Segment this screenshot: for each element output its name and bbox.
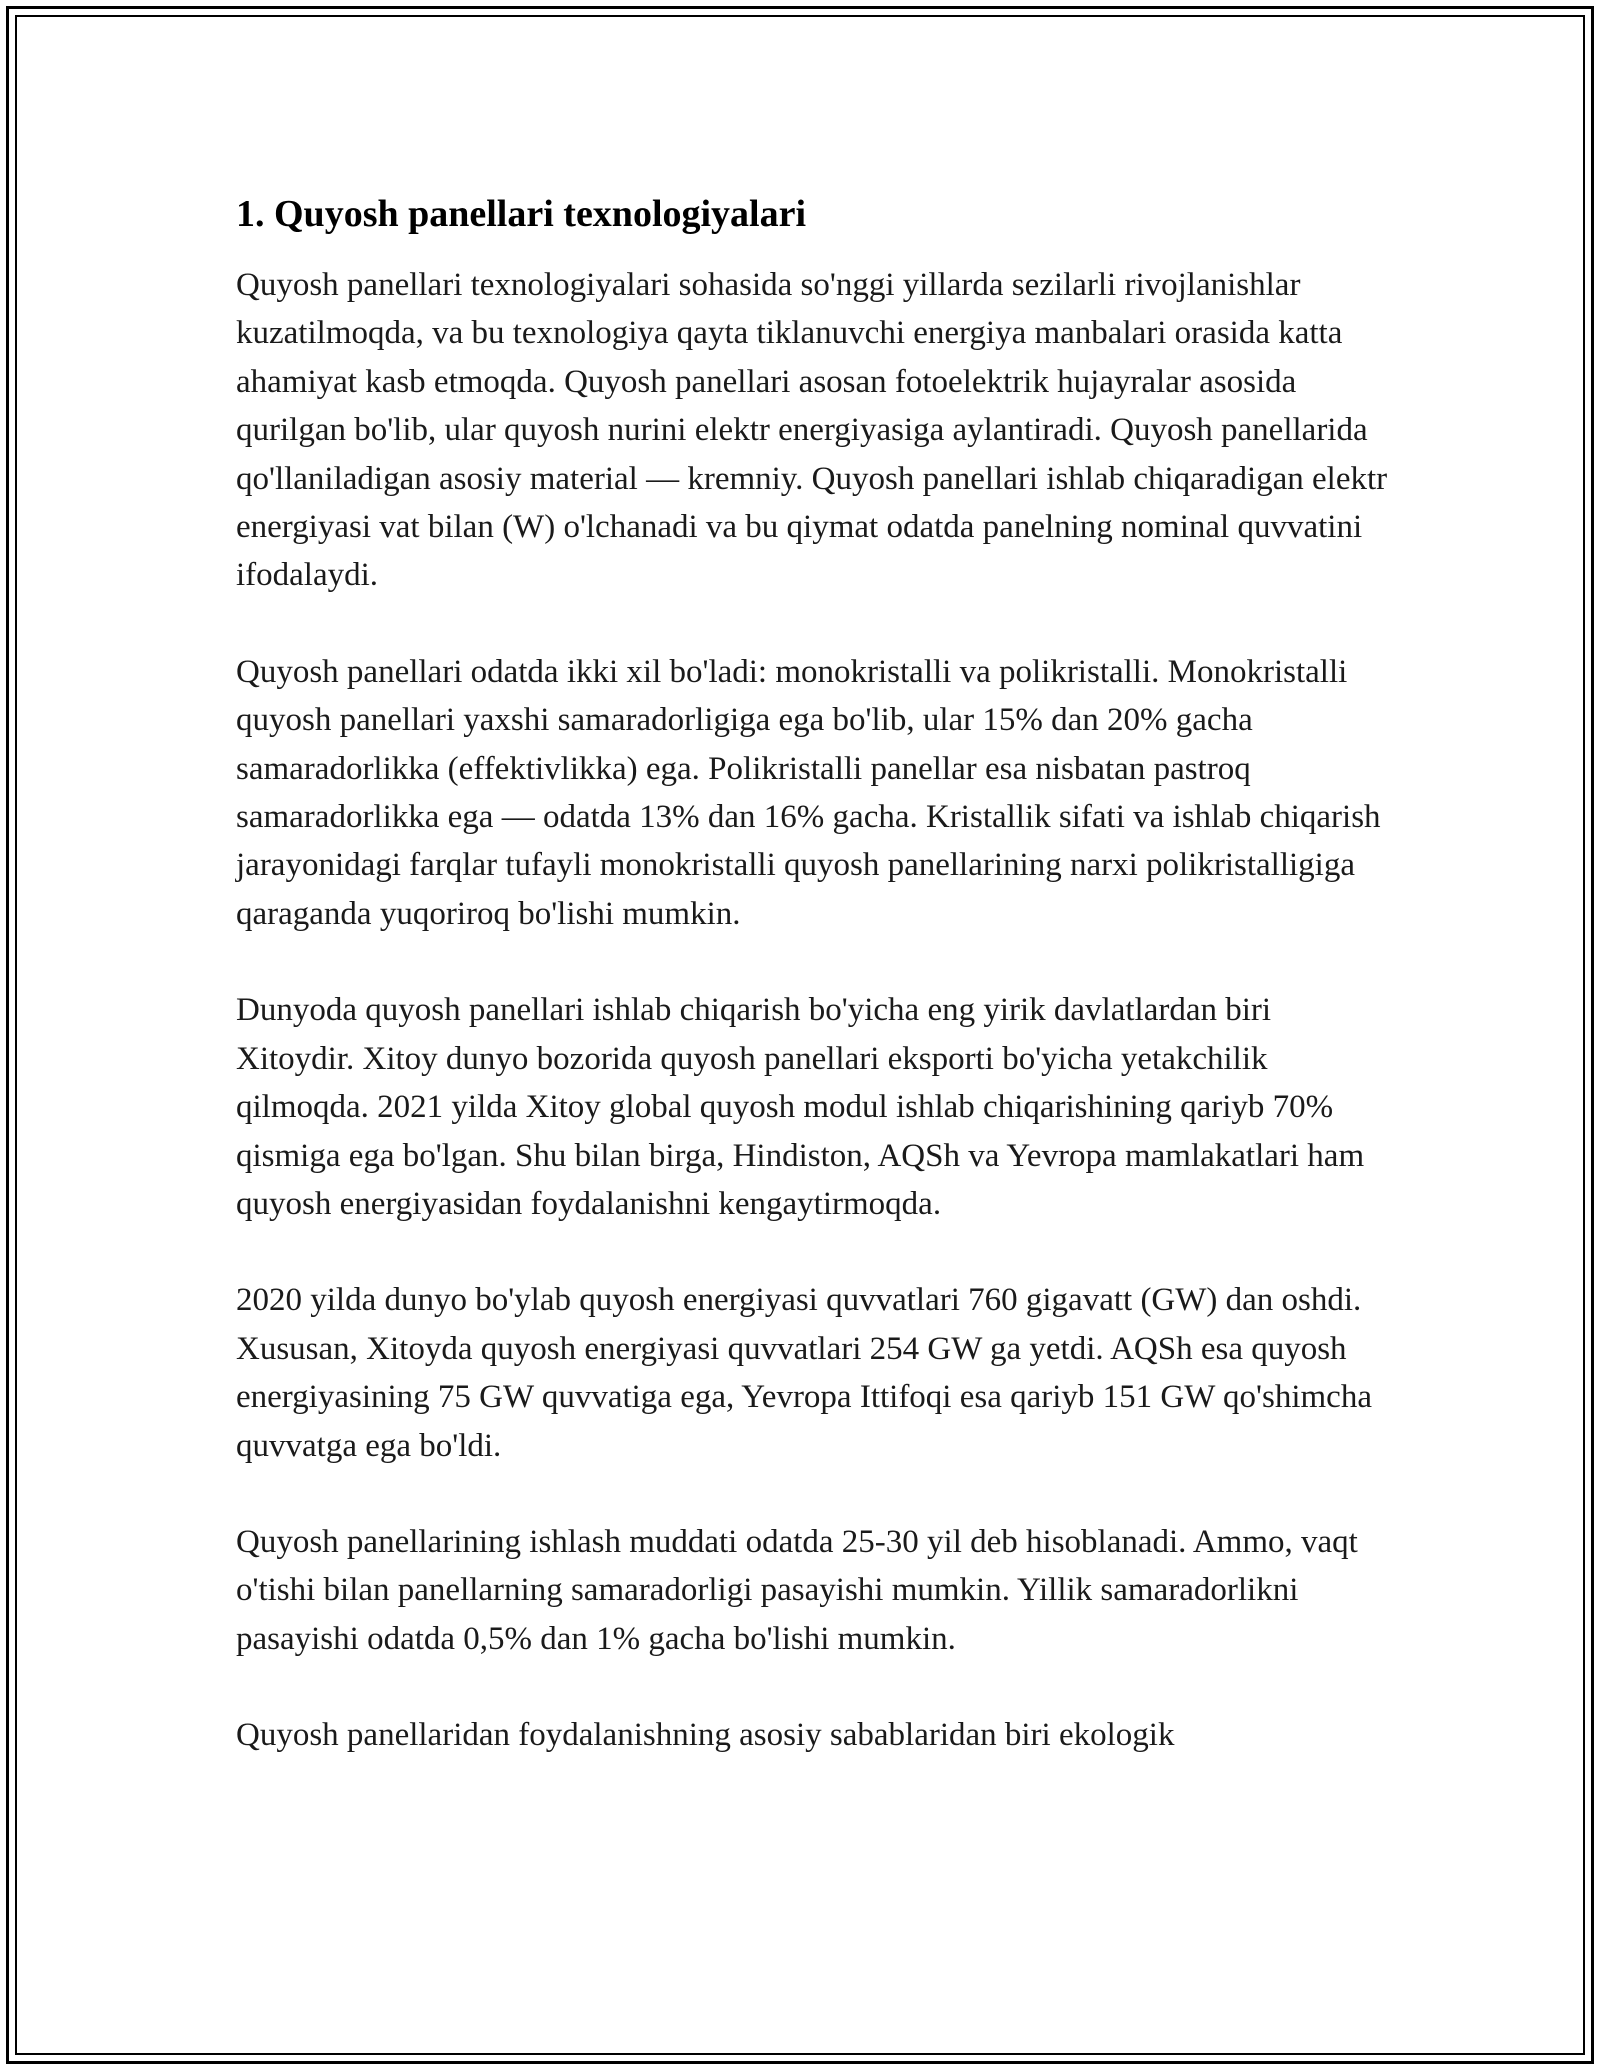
paragraph-lifespan: Quyosh panellarining ishlash muddati odatda 25-30 yil deb hisoblanadi. Ammo, vaqt o'tishi bilan panellarning samaradorligi pasayishi mumkin. Yillik samaradorlikni pasayishi odatda 0,5% dan 1% gacha bo'lishi mumkin. bbox=[236, 1523, 1358, 1657]
paragraph-panel-types: Quyosh panellari odatda ikki xil bo'ladi: monokristalli va polikristalli. Monokristalli quyosh panellari yaxshi samaradorligiga ega bo'lib, ular 15% dan 20% gacha samaradorlikka (effektivlikka) ega. Polikristalli panellar esa nisbatan pastroq samaradorlikka ega — odatda 13% dan 16% gacha. Kristallik sifati va ishlab chiqarish jarayonidagi farqlar tufayli monokristalli quyosh panellarining narxi polikristalligiga qaraganda yuqoriroq bo'lishi mumkin. bbox=[236, 653, 1381, 932]
document-body bbox=[236, 190, 1396, 1808]
paragraph-ecology: Quyosh panellaridan foydalanishning asosiy sabablaridan biri ekologik bbox=[236, 1717, 1175, 1754]
paragraph-producers: Dunyoda quyosh panellari ishlab chiqarish bo'yicha eng yirik davlatlardan biri Xitoydir. Xitoy dunyo bozorida quyosh panellari eksporti bo'yicha yetakchilik qilmoqda. 2021 yilda Xitoy global quyosh modul ishlab chiqarishining qariyb 70% qismiga ega bo'lgan. Shu bilan birga, Hindiston, AQSh va Yevropa mamlakatlari ham quyosh energiyasidan foydalanishni kengaytirmoqda. bbox=[236, 992, 1365, 1222]
section-heading: 1. Quyosh panellari texnologiyalari bbox=[236, 193, 807, 235]
paragraph-intro: Quyosh panellari texnologiyalari sohasida so'nggi yillarda sezilarli rivojlanishlar kuzatilmoqda, va bu texnologiya qayta tiklanuvchi energiya manbalari orasida katta ahamiyat kasb etmoqda. Quyosh panellari asosan fotoelektrik hujayralar asosida qurilgan bo'lib, ular quyosh nurini elektr energiyasiga aylantiradi. Quyosh panellarida qo'llaniladigan asosiy material — kremniy. Quyosh panellari ishlab chiqaradigan elektr energiyasi vat bilan (W) o'lchanadi va bu qiymat odatda panelning nominal quvvatini ifodalaydi. bbox=[236, 267, 1388, 594]
paragraph-capacity: 2020 yilda dunyo bo'ylab quyosh energiyasi quvvatlari 760 gigavatt (GW) dan oshdi. Xususan, Xitoyda quyosh energiyasi quvvatlari 254 GW ga yetdi. AQSh esa quyosh energiyasining 75 GW quvvatiga ega, Yevropa Ittifoqi esa qariyb 151 GW qo'shimcha quvvatga ega bo'ldi. bbox=[236, 1282, 1372, 1464]
